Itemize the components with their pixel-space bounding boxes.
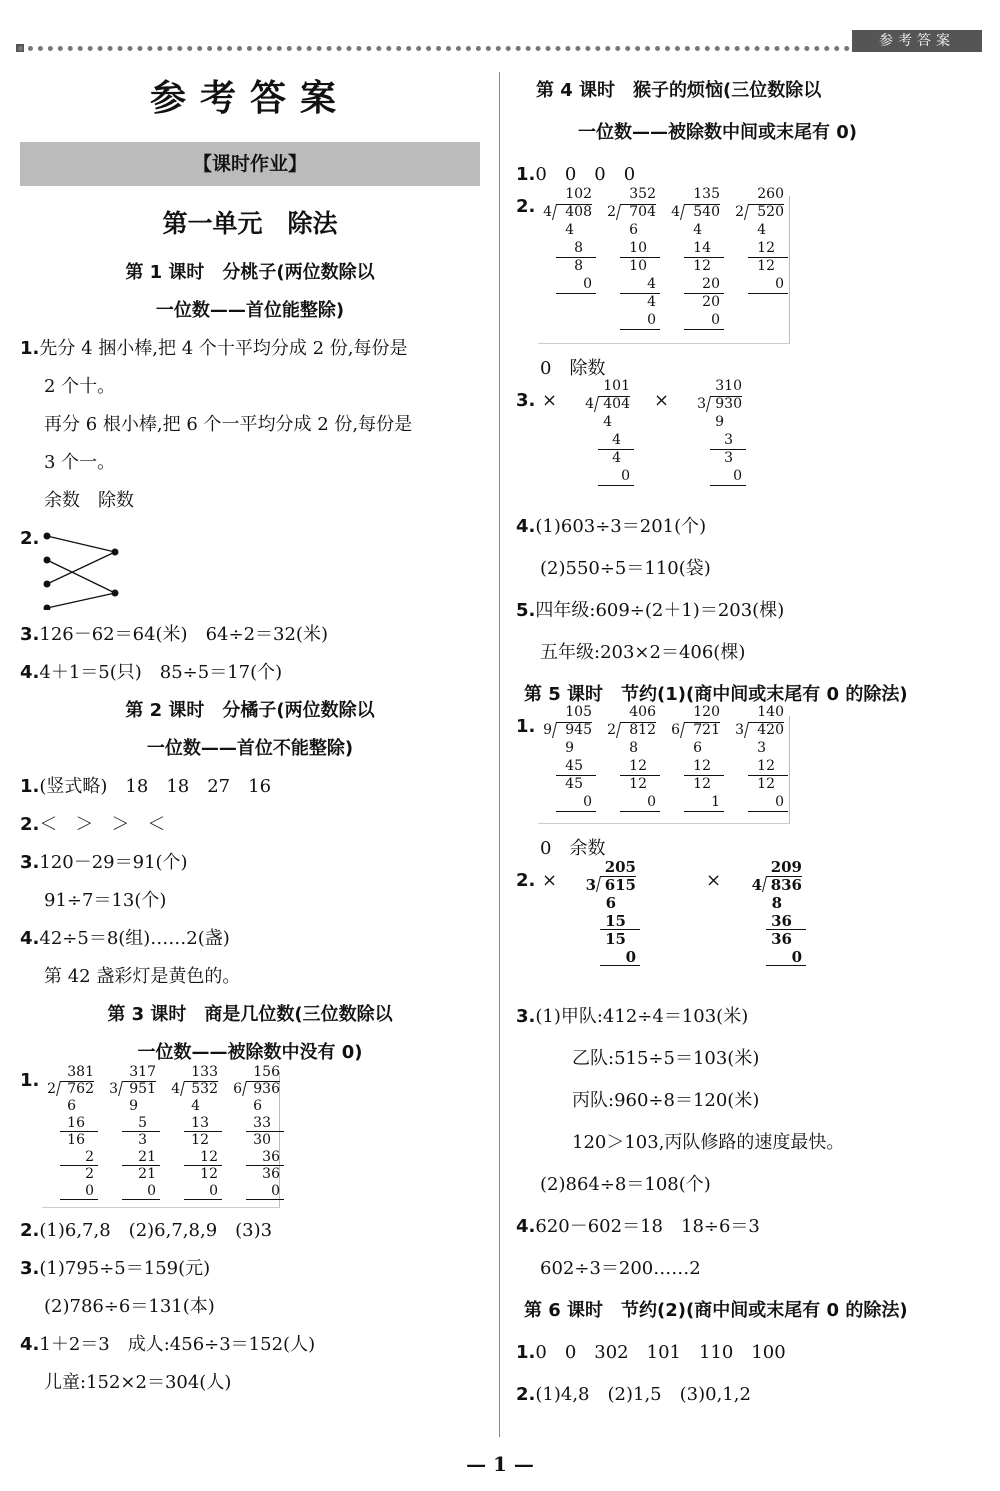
answer-text: 四年级:609÷(2＋1)＝203(棵) [535,600,785,621]
division-step: 0 [271,1183,280,1199]
answer-text: 620－602＝18 18÷6＝3 [535,1216,760,1237]
lesson-3-subtitle: 一位数——被除数中没有 0) [137,1042,363,1063]
quotient: 133 [191,1064,218,1080]
answer-text: 126－62＝64(米) 64÷2＝32(米) [39,624,328,645]
dividend: 420 [757,722,784,738]
l5-q3-a [516,996,986,1038]
division-step: 2 [85,1166,94,1182]
division-step: 0 [583,794,592,810]
divisor: 2 [607,204,616,220]
division-step: 3 [138,1132,147,1148]
divisor: 6 [671,722,680,738]
subtraction-line [598,485,634,486]
l5-q4-a [516,1206,986,1248]
dividend: 540 [693,204,720,220]
page-title: 参考答案 [149,78,350,119]
item-number: 4. [516,516,536,537]
l4-q5-a [516,590,986,632]
division-step: 10 [629,240,647,256]
subtraction-line [748,811,788,812]
quotient: 135 [693,186,720,202]
division-step: 36 [771,912,792,930]
l1-q1-line-a [20,330,480,368]
division-step: 12 [757,258,775,274]
unit-title: 第一单元 除法 [162,209,338,238]
answer-text: (1)6,7,8 (2)6,7,8,9 (3)3 [39,1220,273,1241]
division-step: 0 [775,794,784,810]
l2-q3-b: 91÷7＝13(个) [44,890,167,911]
dividend: 762 [67,1081,94,1097]
divisor: 3 [109,1081,118,1097]
match-line [47,536,115,552]
division-step: 4 [647,276,656,292]
dividend: 812 [629,722,656,738]
l1-q1-line-d: 3 个一。 [44,452,116,473]
division-step: 4 [565,222,574,238]
item-number: 2. [516,1384,536,1405]
answer-text: ＜ ＞ ＞ ＜ [39,814,166,835]
division-step: 6 [629,222,638,238]
item-number: 1. [20,776,40,797]
l2-q4-a [20,920,480,958]
division-step: 36 [771,930,792,948]
right-column [516,70,986,1416]
division-step: 12 [693,776,711,792]
l2-q3-a [20,844,480,882]
l2-q1 [20,768,480,806]
dividend: 520 [757,204,784,220]
l4-q3-divisions [516,378,986,506]
subtraction-line [556,811,596,812]
quotient: 260 [757,186,784,202]
item-number: 3. [516,1006,536,1027]
quotient: 101 [603,378,630,394]
l1-q1-line-b: 2 个十。 [44,376,116,397]
divisor: 3 [697,396,706,412]
subtraction-line [246,1199,284,1200]
division-step: 12 [693,258,711,274]
divisor: 4 [585,396,594,412]
wrong-mark: × [706,870,722,891]
division-step: 4 [693,222,702,238]
item-number: 2. [20,528,40,549]
dividend: 404 [603,396,630,412]
item-number: 1. [516,716,536,737]
division-step: 0 [625,948,636,966]
dividend: 951 [129,1081,156,1097]
division-step: 14 [693,240,711,256]
division-step: 9 [565,740,574,756]
header-rule [18,46,850,51]
l5-q4-b: 602÷3＝200……2 [540,1258,701,1279]
l5-q3-c: 丙队:960÷8＝120(米) [572,1090,760,1111]
division-step: 3 [724,450,733,466]
division-step: 12 [200,1149,218,1165]
division-step: 6 [605,894,616,912]
l3-q1-divisions [20,1064,480,1212]
l3-q4-a [20,1326,480,1364]
division-step: 3 [757,740,766,756]
division-step: 20 [702,294,720,310]
answer-text: 先分 4 捆小棒,把 4 个十平均分成 2 份,每份是 [39,338,408,359]
division-step: 0 [647,794,656,810]
left-column [20,70,480,1402]
division-step: 5 [138,1115,147,1131]
lesson-1-title: 第 1 课时 分桃子(两位数除以 [125,262,375,283]
answer-text: 42÷5＝8(组)……2(盏) [39,928,230,949]
item-number: 4. [516,1216,536,1237]
subtraction-line [122,1199,160,1200]
division-step: 4 [647,294,656,310]
wrong-mark: × [542,870,558,891]
division-step: 10 [629,258,647,274]
division-step: 4 [757,222,766,238]
l2-q4-b: 第 42 盏彩灯是黄色的。 [44,966,241,987]
l6-q2 [516,1374,986,1416]
lesson-5-title: 第 5 课时 节约(1)(商中间或末尾有 0 的除法) [524,684,908,705]
match-line [47,560,115,593]
l5-q3-b: 乙队:515÷5＝103(米) [572,1048,760,1069]
wrong-mark: × [542,390,558,411]
quotient: 381 [67,1064,94,1080]
lesson-2-subtitle: 一位数——首位不能整除) [146,738,354,759]
l3-q3-a [20,1250,480,1288]
division-step: 0 [733,468,742,484]
page-number: — 1 — [466,1452,534,1476]
answer-text: 0 0 0 0 [535,164,636,185]
quotient: 352 [629,186,656,202]
item-number: 3. [516,390,536,411]
dividend: 704 [629,204,656,220]
section-banner: 【课时作业】 [20,142,480,186]
divisor: 4 [543,204,552,220]
division-step: 45 [565,758,583,774]
answer-text: (1)795÷5＝159(元) [39,1258,211,1279]
l5-q3-d: 120＞103,丙队修路的速度最快。 [572,1132,845,1153]
l5-q3-e: (2)864÷8＝108(个) [540,1174,711,1195]
item-number: 2. [516,196,536,217]
item-number: 2. [20,1220,40,1241]
division-step: 45 [565,776,583,792]
item-number: 2. [20,814,40,835]
division-step: 0 [775,276,784,292]
lesson-3-title: 第 3 课时 商是几位数(三位数除以 [107,1004,393,1025]
item-number: 4. [20,1334,40,1355]
answer-text: 1＋2＝3 成人:456÷3＝152(人) [39,1334,316,1355]
division-step: 4 [612,450,621,466]
item-number: 1. [20,338,40,359]
division-step: 8 [574,258,583,274]
quotient: 140 [757,704,784,720]
quotient: 406 [629,704,656,720]
division-step: 12 [629,758,647,774]
division-step: 6 [693,740,702,756]
division-step: 4 [612,432,621,448]
lesson-1-subtitle: 一位数——首位能整除) [155,300,345,321]
quotient: 317 [129,1064,156,1080]
lesson-6-title: 第 6 课时 节约(2)(商中间或末尾有 0 的除法) [524,1300,908,1321]
item-number: 5. [516,600,536,621]
quotient: 156 [253,1064,280,1080]
item-number: 4. [20,662,40,683]
division-step: 20 [702,276,720,292]
divisor: 4 [671,204,680,220]
quotient: 310 [715,378,742,394]
quotient: 205 [604,858,636,876]
division-step: 36 [262,1149,280,1165]
subtraction-line [60,1199,98,1200]
division-step: 0 [583,276,592,292]
item-number: 1. [516,1342,536,1363]
match-line [47,593,115,608]
answer-text: 0 0 302 101 110 100 [535,1342,786,1363]
l1-q2-matching [20,520,480,616]
division-step: 8 [629,740,638,756]
l1-q1-line-e: 余数 除数 [44,490,134,511]
dividend: 936 [253,1081,280,1097]
divisor: 4 [171,1081,180,1097]
division-step: 30 [253,1132,271,1148]
dividend: 836 [770,876,802,894]
l1-q4 [20,654,480,692]
division-step: 0 [711,312,720,328]
division-step: 36 [262,1166,280,1182]
division-step: 0 [85,1183,94,1199]
l1-q3 [20,616,480,654]
division-step: 8 [771,894,782,912]
l4-q2-divisions [516,186,986,348]
header-tag: 参考答案 [852,30,982,52]
item-number: 3. [20,1258,40,1279]
column-divider [499,72,500,1437]
division-step: 0 [147,1183,156,1199]
subtraction-line [556,293,596,294]
division-step: 0 [209,1183,218,1199]
dividend: 945 [565,722,592,738]
subtraction-line [620,329,660,330]
answer-text: (1)603÷3＝201(个) [535,516,707,537]
division-step: 12 [629,776,647,792]
l5-q2-divisions [516,858,986,996]
division-step: 9 [129,1098,138,1114]
wrong-mark: × [654,390,670,411]
division-step: 21 [138,1149,156,1165]
division-step: 8 [574,240,583,256]
division-step: 4 [191,1098,200,1114]
divisor: 6 [233,1081,242,1097]
l4-q5-b: 五年级:203×2＝406(棵) [540,642,746,663]
l3-q4-b: 儿童:152×2＝304(人) [44,1372,232,1393]
divisor: 9 [543,722,552,738]
matching-lines [38,520,148,610]
division-step: 12 [200,1166,218,1182]
l6-q1 [516,1332,986,1374]
division-step: 15 [605,912,626,930]
quotient: 102 [565,186,592,202]
division-step: 12 [191,1132,209,1148]
division-step: 0 [647,312,656,328]
item-number: 3. [20,852,40,873]
answer-text: (1)甲队:412÷4＝103(米) [535,1006,749,1027]
divisor: 2 [47,1081,56,1097]
quotient: 120 [693,704,720,720]
divisor: 2 [607,722,616,738]
item-number: 1. [516,164,536,185]
division-step: 6 [67,1098,76,1114]
l3-q3-b: (2)786÷6＝131(本) [44,1296,215,1317]
l4-q4-b: (2)550÷5＝110(袋) [540,558,711,579]
subtraction-line [710,485,746,486]
division-step: 3 [724,432,733,448]
item-number: 3. [20,624,40,645]
subtraction-line [684,329,724,330]
division-step: 12 [757,240,775,256]
subtraction-line [620,811,660,812]
divisor: 3 [585,876,596,894]
l3-q2 [20,1212,480,1250]
lesson-2-title: 第 2 课时 分橘子(两位数除以 [125,700,375,721]
division-step: 13 [191,1115,209,1131]
division-step: 16 [67,1115,85,1131]
subtraction-line [184,1199,222,1200]
division-step: 0 [791,948,802,966]
subtraction-line [748,293,788,294]
division-step: 12 [757,758,775,774]
answer-text: 120－29＝91(个) [39,852,188,873]
division-step: 0 [621,468,630,484]
l4-q4-a [516,506,986,548]
division-step: 6 [253,1098,262,1114]
subtraction-line [684,811,724,812]
division-step: 12 [757,776,775,792]
quotient: 209 [770,858,802,876]
l1-q1-line-c: 再分 6 根小棒,把 6 个一平均分成 2 份,每份是 [44,414,413,435]
l4-q2-tail: 0 除数 [540,358,606,379]
division-step: 9 [715,414,724,430]
item-number: 1. [20,1070,40,1091]
l2-q2 [20,806,480,844]
dividend: 615 [604,876,636,894]
division-step: 15 [605,930,626,948]
division-step: 33 [253,1115,271,1131]
l5-q1-tail: 0 余数 [540,838,606,859]
item-number: 4. [20,928,40,949]
lesson-4-subtitle: 一位数——被除数中间或末尾有 0) [578,122,858,143]
divisor: 4 [751,876,762,894]
match-line [47,552,115,584]
answer-text: (竖式略) 18 18 27 16 [39,776,272,797]
lesson-4-title: 第 4 课时 猴子的烦恼(三位数除以 [536,80,822,101]
dividend: 408 [565,204,592,220]
answer-text: 4＋1＝5(只) 85÷5＝17(个) [39,662,283,683]
division-step: 16 [67,1132,85,1148]
answer-text: (1)4,8 (2)1,5 (3)0,1,2 [535,1384,751,1405]
dividend: 721 [693,722,720,738]
item-number: 2. [516,870,536,891]
l5-q1-divisions [516,704,986,828]
quotient: 105 [565,704,592,720]
division-step: 2 [85,1149,94,1165]
division-step: 1 [711,794,720,810]
divisor: 2 [735,204,744,220]
division-step: 21 [138,1166,156,1182]
division-step: 12 [693,758,711,774]
divisor: 3 [735,722,744,738]
division-step: 4 [603,414,612,430]
dividend: 532 [191,1081,218,1097]
dividend: 930 [715,396,742,412]
